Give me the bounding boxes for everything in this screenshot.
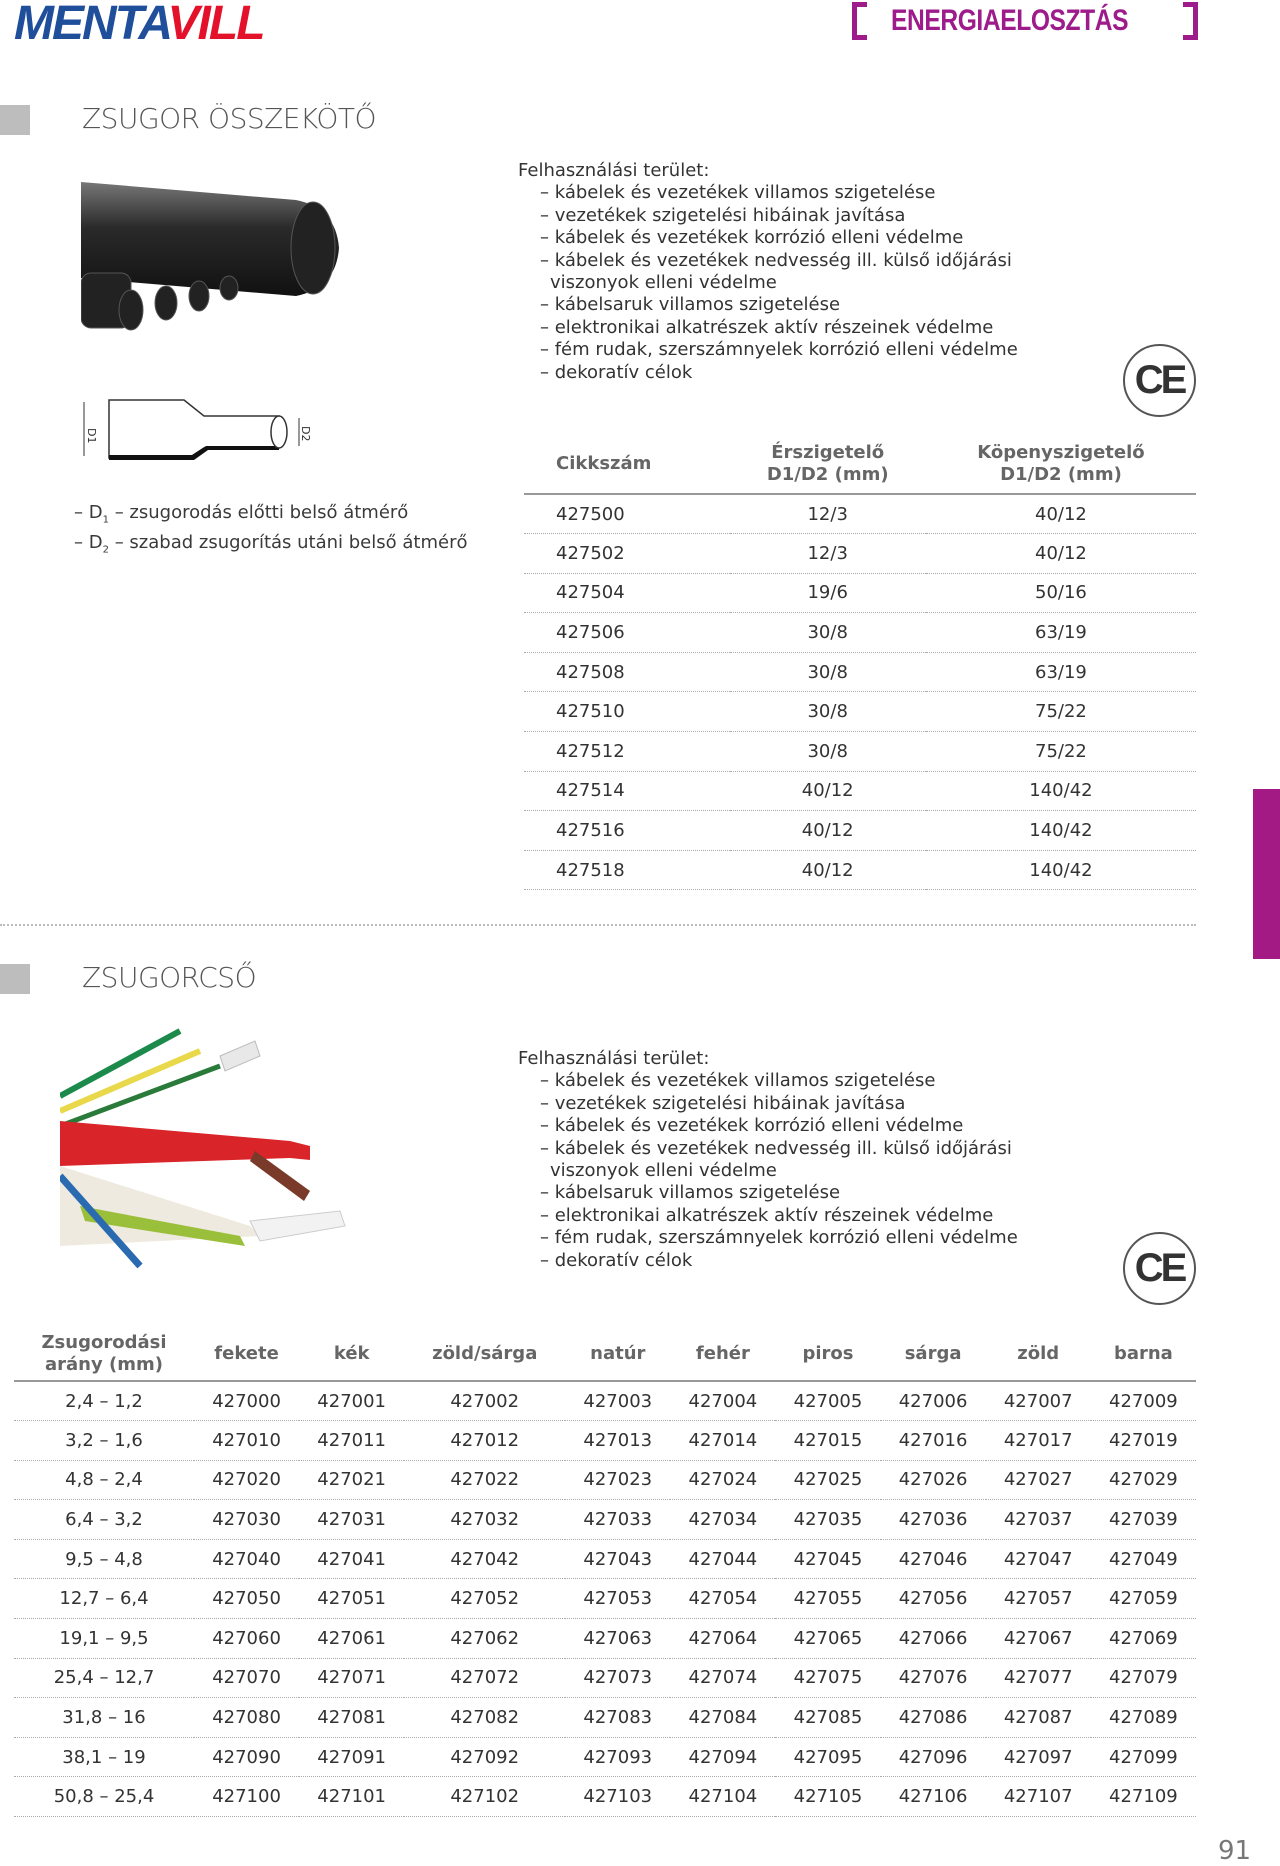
col-header: zöld: [986, 1327, 1091, 1381]
table-row: [14, 1619, 1196, 1659]
table-cell: 427518: [524, 850, 730, 890]
table-cell: 427007: [986, 1381, 1091, 1421]
table-cell: 427047: [986, 1539, 1091, 1579]
table-row: [14, 1500, 1196, 1540]
usage-item: – kábelek és vezetékek korrózió elleni védelme: [540, 227, 964, 249]
table-row: [524, 850, 1196, 890]
table-cell: 427024: [670, 1460, 775, 1500]
table-cell: 12/3: [730, 534, 926, 574]
table-cell: 427508: [524, 652, 730, 692]
legend-d: – D: [74, 502, 103, 523]
table-cell: 427091: [299, 1737, 404, 1777]
usage-item: – kábelek és vezetékek nedvesség ill. külső időjárási: [540, 249, 1012, 271]
table-cell: 427017: [986, 1421, 1091, 1461]
table-cell: 427063: [565, 1619, 670, 1659]
table-cell: 427103: [565, 1777, 670, 1817]
col-header: sárga: [881, 1327, 986, 1381]
table-cell: 427506: [524, 613, 730, 653]
table-cell: 427060: [194, 1619, 299, 1659]
table-cell: 30/8: [730, 732, 926, 772]
table-cell: 427064: [670, 1619, 775, 1659]
table-cell: 9,5 – 4,8: [14, 1539, 194, 1579]
d1-label: D1: [85, 428, 98, 444]
table-cell: 427041: [299, 1539, 404, 1579]
table-cell: 427104: [670, 1777, 775, 1817]
table-row: [524, 534, 1196, 574]
table-cell: 427005: [775, 1381, 880, 1421]
table-cell: 427034: [670, 1500, 775, 1540]
table-cell: 427101: [299, 1777, 404, 1817]
dimension-diagram: [74, 398, 334, 462]
header-line: D1/D2 (mm): [766, 463, 889, 485]
usage-item: viszonyok elleni védelme: [550, 272, 777, 294]
table-cell: 427504: [524, 573, 730, 613]
connector-table: [524, 434, 1196, 890]
table-cell: 427090: [194, 1737, 299, 1777]
usage-item: – elektronikai alkatrészek aktív részeinek védelme: [540, 1204, 994, 1226]
table-cell: 427072: [404, 1658, 565, 1698]
table-cell: 427035: [775, 1500, 880, 1540]
table-cell: 19,1 – 9,5: [14, 1619, 194, 1659]
heat-shrink-connector-photo: [81, 178, 346, 346]
page-number: 91: [1218, 1836, 1252, 1866]
table-cell: 40/12: [730, 850, 926, 890]
table-cell: 427037: [986, 1500, 1091, 1540]
col-header: natúr: [565, 1327, 670, 1381]
table-cell: 427087: [986, 1698, 1091, 1738]
table-cell: 427053: [565, 1579, 670, 1619]
table-cell: 427086: [881, 1698, 986, 1738]
table-cell: 427006: [881, 1381, 986, 1421]
table-cell: 427043: [565, 1539, 670, 1579]
table-cell: 427015: [775, 1421, 880, 1461]
table-cell: 427014: [670, 1421, 775, 1461]
table-cell: 63/19: [926, 652, 1196, 692]
table-cell: 427029: [1091, 1460, 1196, 1500]
table-cell: 427075: [775, 1658, 880, 1698]
table-cell: 427026: [881, 1460, 986, 1500]
heat-shrink-tubes-photo: [60, 1026, 350, 1271]
table-cell: 427093: [565, 1737, 670, 1777]
table-row: [524, 573, 1196, 613]
usage-list: [518, 1048, 1018, 1272]
table-row: [524, 652, 1196, 692]
table-cell: 427067: [986, 1619, 1091, 1659]
section-marker: [0, 964, 30, 994]
table-cell: 19/6: [730, 573, 926, 613]
table-cell: 427036: [881, 1500, 986, 1540]
table-cell: 427025: [775, 1460, 880, 1500]
table-cell: 427107: [986, 1777, 1091, 1817]
table-cell: 427039: [1091, 1500, 1196, 1540]
table-cell: 427027: [986, 1460, 1091, 1500]
legend-d: – D: [74, 531, 103, 553]
col-header: zöld/sárga: [404, 1327, 565, 1381]
usage-item: – kábelek és vezetékek villamos szigetelése: [540, 182, 936, 204]
table-row: [14, 1421, 1196, 1461]
legend-text: – zsugorodás előtti belső átmérő: [108, 502, 409, 523]
table-cell: 427050: [194, 1579, 299, 1619]
col-header: piros: [775, 1327, 880, 1381]
table-cell: 427085: [775, 1698, 880, 1738]
col-header: fekete: [194, 1327, 299, 1381]
table-cell: 427109: [1091, 1777, 1196, 1817]
table-row: [14, 1698, 1196, 1738]
table-cell: 427095: [775, 1737, 880, 1777]
table-cell: 427070: [194, 1658, 299, 1698]
table-row: [14, 1539, 1196, 1579]
table-cell: 427057: [986, 1579, 1091, 1619]
table-cell: 427054: [670, 1579, 775, 1619]
table-cell: 427062: [404, 1619, 565, 1659]
table-cell: 427106: [881, 1777, 986, 1817]
table-cell: 427074: [670, 1658, 775, 1698]
table-cell: 427077: [986, 1658, 1091, 1698]
table-row: [14, 1658, 1196, 1698]
table-cell: 427011: [299, 1421, 404, 1461]
table-cell: 427510: [524, 692, 730, 732]
table-cell: 427051: [299, 1579, 404, 1619]
table-cell: 427016: [881, 1421, 986, 1461]
usage-item: – vezetékek szigetelési hibáinak javítása: [540, 204, 906, 226]
table-cell: 427032: [404, 1500, 565, 1540]
table-cell: 427046: [881, 1539, 986, 1579]
table-cell: 12/3: [730, 494, 926, 534]
table-cell: 427096: [881, 1737, 986, 1777]
table-cell: 427056: [881, 1579, 986, 1619]
usage-item: – kábelsaruk villamos szigetelése: [540, 1182, 841, 1204]
table-cell: 75/22: [926, 732, 1196, 772]
table-cell: 75/22: [926, 692, 1196, 732]
table-row: [524, 771, 1196, 811]
table-cell: 427082: [404, 1698, 565, 1738]
col-header: Zsugorodási arány (mm): [14, 1327, 194, 1381]
table-cell: 427105: [775, 1777, 880, 1817]
table-cell: 427081: [299, 1698, 404, 1738]
table-cell: 427084: [670, 1698, 775, 1738]
table-cell: 427003: [565, 1381, 670, 1421]
table-row: [524, 811, 1196, 851]
usage-item: – kábelek és vezetékek korrózió elleni védelme: [540, 1115, 964, 1137]
logo-part1: MENTA: [14, 0, 168, 50]
table-cell: 427079: [1091, 1658, 1196, 1698]
table-row: [524, 692, 1196, 732]
table-cell: 427061: [299, 1619, 404, 1659]
usage-item: – kábelek és vezetékek villamos szigetelése: [540, 1070, 936, 1092]
legend-text: – szabad zsugorítás utáni belső átmérő: [108, 531, 468, 553]
table-cell: 427512: [524, 732, 730, 772]
table-cell: 427099: [1091, 1737, 1196, 1777]
table-cell: 427080: [194, 1698, 299, 1738]
table-cell: 427022: [404, 1460, 565, 1500]
usage-item: – vezetékek szigetelési hibáinak javítása: [540, 1092, 906, 1114]
legend-sub: 1: [102, 514, 109, 526]
usage-item: – kábelek és vezetékek nedvesség ill. külső időjárási: [540, 1137, 1012, 1159]
table-cell: 427004: [670, 1381, 775, 1421]
section-marker: [0, 105, 30, 135]
section-title: ZSUGORCSŐ: [82, 961, 257, 994]
table-cell: 427033: [565, 1500, 670, 1540]
table-cell: 140/42: [926, 850, 1196, 890]
table-row: [14, 1737, 1196, 1777]
table-cell: 427042: [404, 1539, 565, 1579]
table-cell: 427094: [670, 1737, 775, 1777]
table-cell: 40/12: [730, 811, 926, 851]
section-title: ZSUGOR ÖSSZEKÖTŐ: [82, 102, 377, 135]
table-cell: 427065: [775, 1619, 880, 1659]
table-cell: 427066: [881, 1619, 986, 1659]
table-cell: 427045: [775, 1539, 880, 1579]
table-cell: 427071: [299, 1658, 404, 1698]
col-header-erszigetelo: [730, 434, 926, 494]
table-cell: 427097: [986, 1737, 1091, 1777]
table-cell: 427012: [404, 1421, 565, 1461]
table-cell: 427013: [565, 1421, 670, 1461]
table-cell: 63/19: [926, 613, 1196, 653]
table-cell: 427100: [194, 1777, 299, 1817]
table-cell: 427021: [299, 1460, 404, 1500]
legend-item: [74, 502, 467, 532]
chapter-tab: [1253, 789, 1280, 959]
ce-mark: CE: [1123, 344, 1196, 417]
table-row: [524, 494, 1196, 534]
usage-item: – dekoratív célok: [540, 361, 693, 383]
section-divider: [0, 924, 1196, 926]
table-cell: 4,8 – 2,4: [14, 1460, 194, 1500]
tube-table: [14, 1327, 1196, 1817]
table-cell: 427031: [299, 1500, 404, 1540]
table-cell: 427052: [404, 1579, 565, 1619]
table-cell: 427023: [565, 1460, 670, 1500]
table-cell: 30/8: [730, 652, 926, 692]
usage-item: – elektronikai alkatrészek aktív részeinek védelme: [540, 316, 994, 338]
table-cell: 427049: [1091, 1539, 1196, 1579]
table-cell: 30/8: [730, 692, 926, 732]
col-header-kopenyszigetelo: [926, 434, 1196, 494]
table-cell: 427516: [524, 811, 730, 851]
table-cell: 427089: [1091, 1698, 1196, 1738]
d2-label: D2: [299, 426, 312, 442]
table-cell: 427092: [404, 1737, 565, 1777]
table-cell: 427083: [565, 1698, 670, 1738]
table-cell: 30/8: [730, 613, 926, 653]
category-label: [852, 2, 1198, 40]
col-header: fehér: [670, 1327, 775, 1381]
logo-part2: VILL: [167, 0, 264, 50]
table-cell: 427009: [1091, 1381, 1196, 1421]
table-cell: 427514: [524, 771, 730, 811]
table-cell: 38,1 – 19: [14, 1737, 194, 1777]
table-cell: 40/12: [926, 534, 1196, 574]
table-cell: 427020: [194, 1460, 299, 1500]
table-cell: 25,4 – 12,7: [14, 1658, 194, 1698]
table-cell: 427076: [881, 1658, 986, 1698]
table-cell: 2,4 – 1,2: [14, 1381, 194, 1421]
dimension-legend: [74, 502, 467, 561]
usage-item: – dekoratív célok: [540, 1249, 693, 1271]
table-row: [14, 1460, 1196, 1500]
legend-item: [74, 532, 467, 562]
table-row: [524, 732, 1196, 772]
table-cell: 427059: [1091, 1579, 1196, 1619]
table-row: [14, 1579, 1196, 1619]
table-row: [14, 1381, 1196, 1421]
header-line: D1/D2 (mm): [1000, 463, 1122, 485]
ce-mark: CE: [1123, 1232, 1196, 1305]
table-row: [524, 613, 1196, 653]
table-cell: 427002: [404, 1381, 565, 1421]
usage-item: – fém rudak, szerszámnyelek korrózió elleni védelme: [540, 1227, 1018, 1249]
table-cell: 140/42: [926, 811, 1196, 851]
table-cell: 427040: [194, 1539, 299, 1579]
table-cell: 427030: [194, 1500, 299, 1540]
table-cell: 12,7 – 6,4: [14, 1579, 194, 1619]
usage-list: [518, 160, 1018, 384]
table-cell: 6,4 – 3,2: [14, 1500, 194, 1540]
header-line: Érszigetelő: [771, 441, 885, 463]
table-row: [14, 1777, 1196, 1817]
table-cell: 50,8 – 25,4: [14, 1777, 194, 1817]
table-cell: 427102: [404, 1777, 565, 1817]
col-header: barna: [1091, 1327, 1196, 1381]
table-cell: 427069: [1091, 1619, 1196, 1659]
table-cell: 3,2 – 1,6: [14, 1421, 194, 1461]
category-text: ENERGIAELOSZTÁS: [891, 4, 1129, 37]
col-header-cikkszam: Cikkszám: [524, 434, 730, 494]
legend-sub: 2: [102, 544, 109, 556]
table-cell: 427019: [1091, 1421, 1196, 1461]
table-cell: 427502: [524, 534, 730, 574]
table-cell: 427044: [670, 1539, 775, 1579]
usage-item: – fém rudak, szerszámnyelek korrózió elleni védelme: [540, 339, 1018, 361]
col-header: kék: [299, 1327, 404, 1381]
table-cell: 427073: [565, 1658, 670, 1698]
table-cell: 427010: [194, 1421, 299, 1461]
usage-item: viszonyok elleni védelme: [550, 1160, 777, 1182]
table-cell: 31,8 – 16: [14, 1698, 194, 1738]
table-cell: 427000: [194, 1381, 299, 1421]
table-cell: 427055: [775, 1579, 880, 1619]
usage-item: – kábelsaruk villamos szigetelése: [540, 294, 841, 316]
table-cell: 427500: [524, 494, 730, 534]
header-line: Köpenyszigetelő: [977, 441, 1145, 463]
table-cell: 50/16: [926, 573, 1196, 613]
usage-title: Felhasználási terület:: [518, 160, 710, 181]
table-cell: 40/12: [926, 494, 1196, 534]
table-cell: 427001: [299, 1381, 404, 1421]
table-cell: 140/42: [926, 771, 1196, 811]
mentavill-logo: [14, 0, 264, 51]
table-cell: 40/12: [730, 771, 926, 811]
usage-title: Felhasználási terület:: [518, 1048, 710, 1069]
